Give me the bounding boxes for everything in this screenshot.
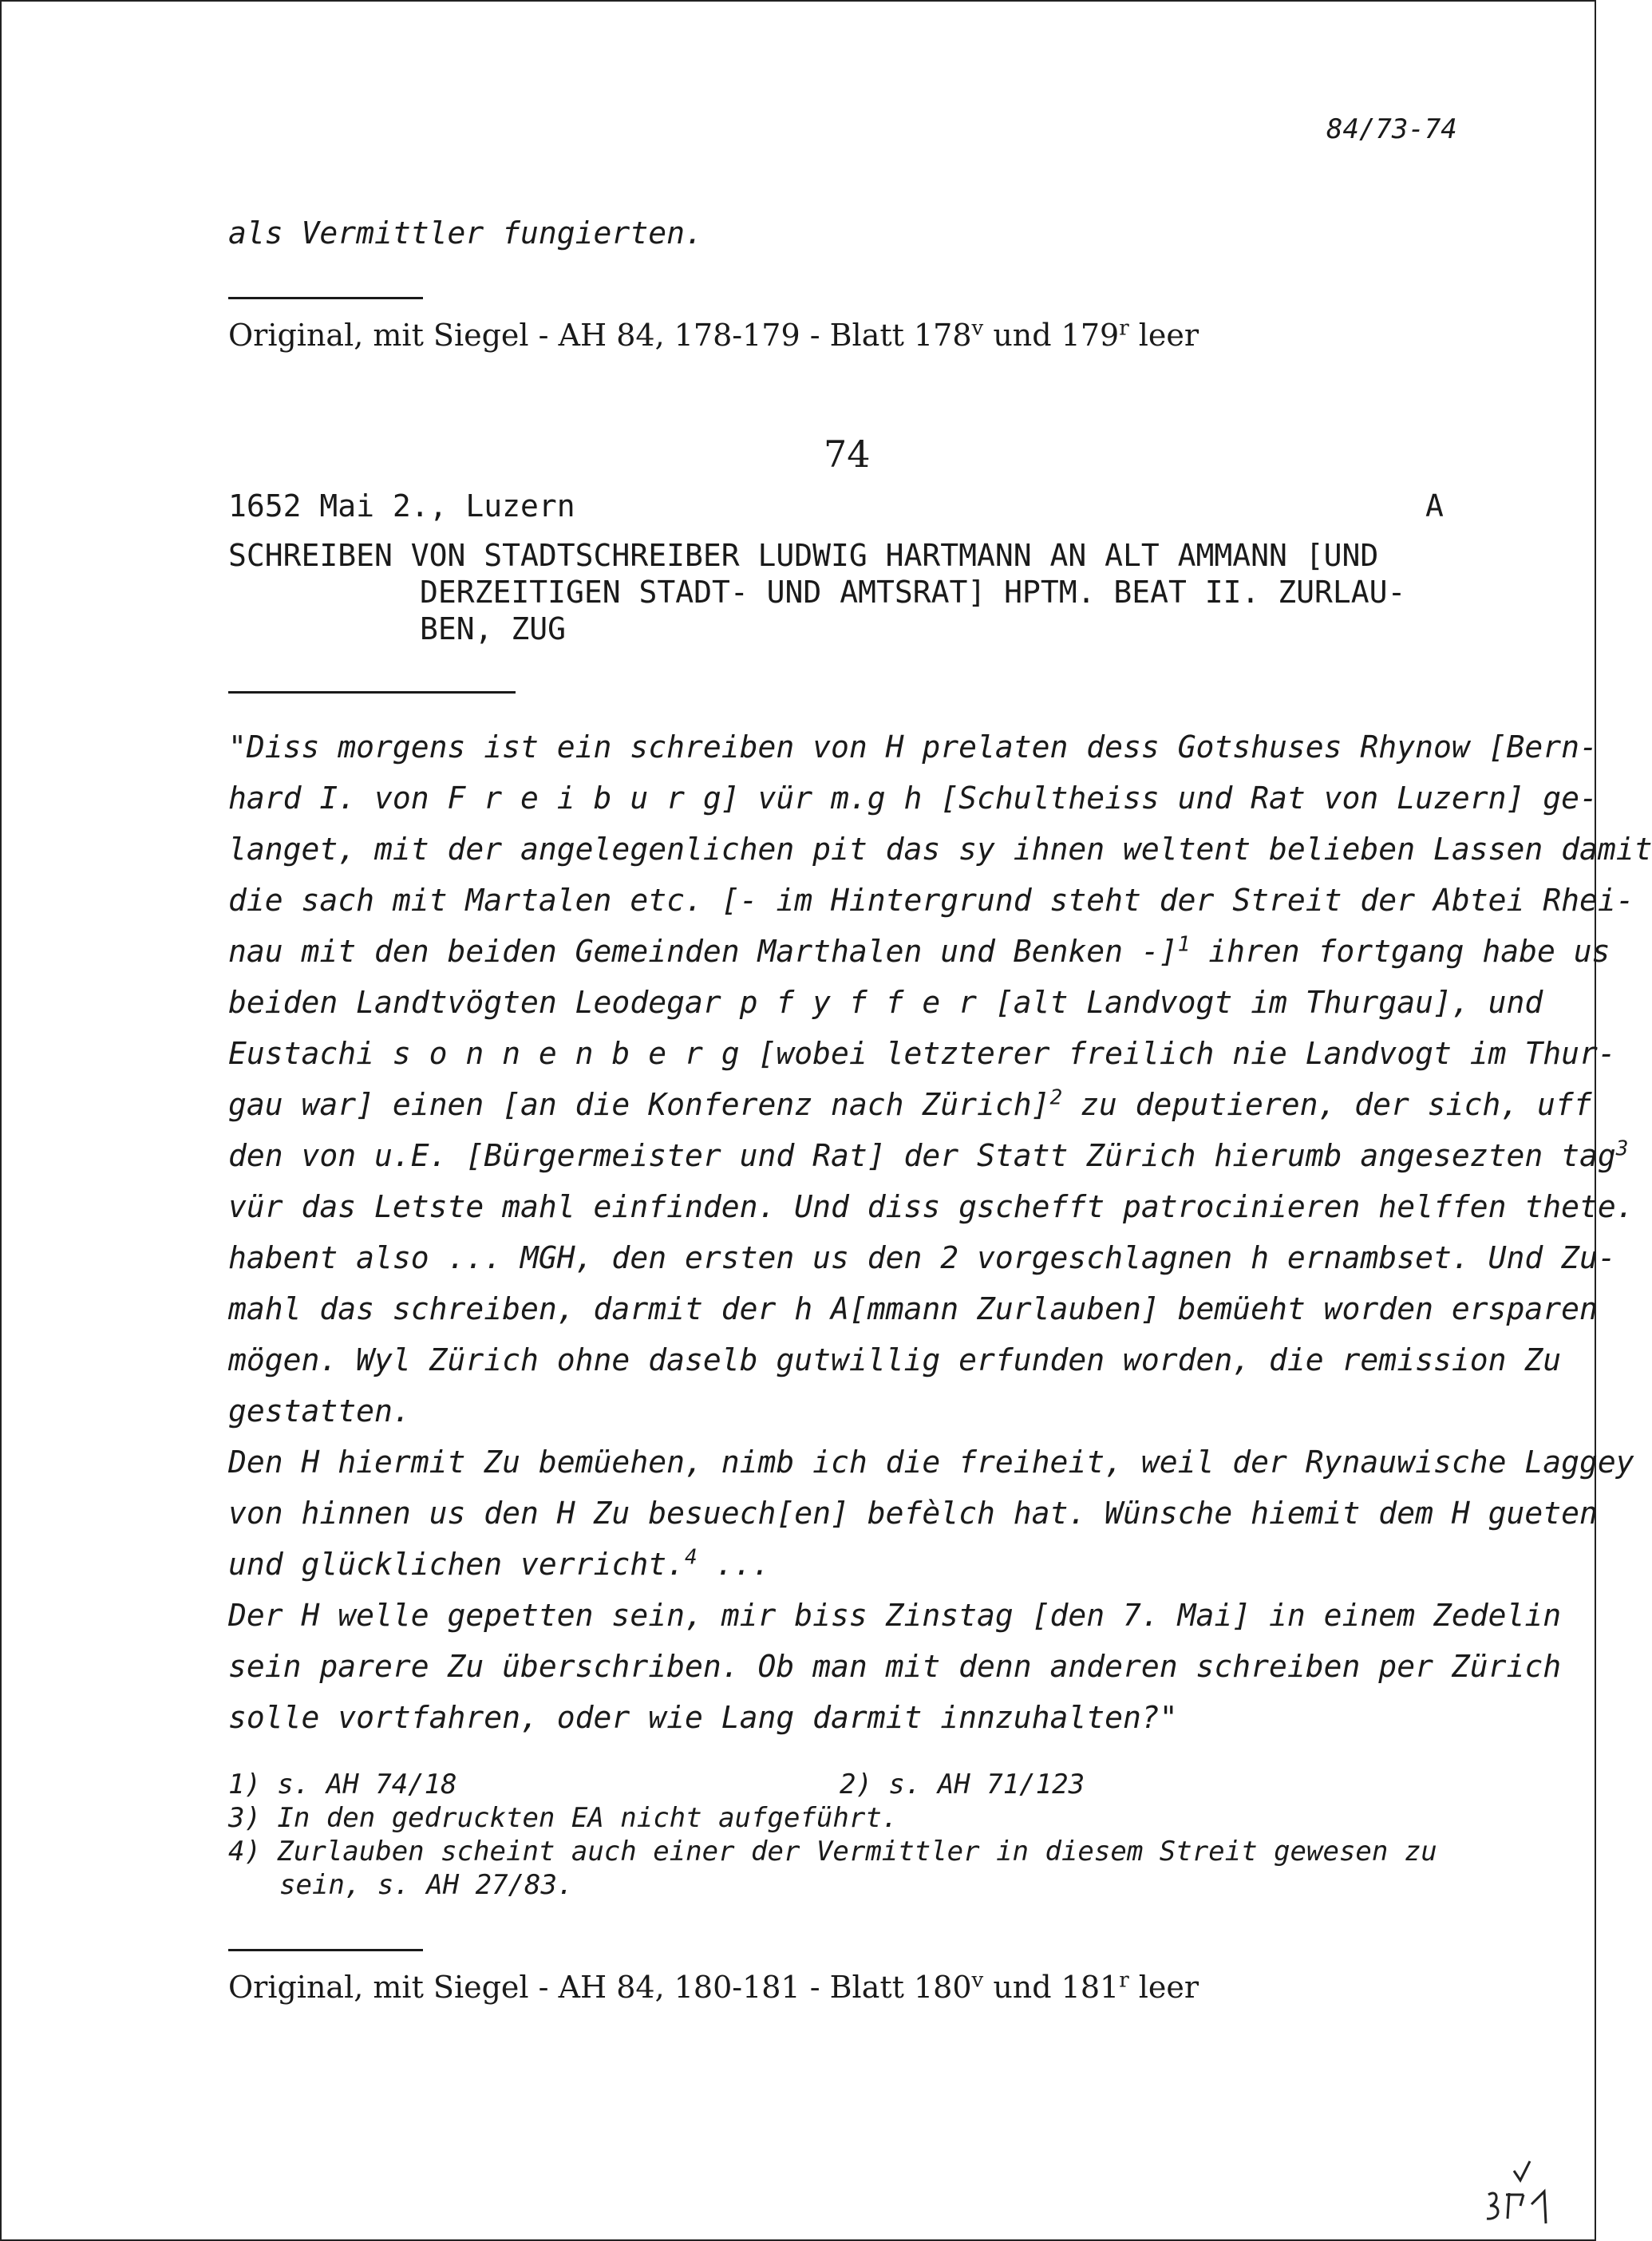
separator-rule-heading — [228, 691, 516, 694]
body-line: "Diss morgens ist ein schreiben von H prelaten dess Gotshuses Rhynow [Bern- — [228, 729, 1598, 765]
source-bottom-sup2: r — [1119, 1968, 1129, 1993]
source-note-top — [228, 318, 1199, 353]
body-line — [228, 1087, 1592, 1122]
heading-line-2: DERZEITIGEN STADT- UND AMTSRAT] HPTM. BEAT II. ZURLAU- — [420, 575, 1406, 610]
body-line: vür das Letste mahl einfinden. Und diss gschefft patrocinieren helffen thete. — [228, 1189, 1634, 1224]
body-line: die sach mit Martalen etc. [- im Hintergrund steht der Streit der Abtei Rhei- — [228, 883, 1634, 918]
source-bottom-middle: und 181 — [983, 1970, 1120, 2005]
body-text: nau mit den beiden Gemeinden Marthalen und Benken -] — [228, 934, 1178, 969]
body-line: Der H welle gepetten sein, mir biss Zinstag [den 7. Mai] in einem Zedelin — [228, 1598, 1562, 1633]
body-line — [228, 1138, 1628, 1173]
body-line: von hinnen us den H Zu besuech[en] befèlch hat. Wünsche hiemit dem H gueten — [228, 1496, 1598, 1531]
date-place: 1652 Mai 2., Luzern — [228, 488, 575, 524]
page-reference: 84/73-74 — [1326, 113, 1457, 145]
body-line: gestatten. — [228, 1393, 411, 1429]
footnote-4-continued: sein, s. AH 27/83. — [279, 1869, 574, 1901]
body-text: ... — [697, 1547, 771, 1582]
body-line: Den H hiermit Zu bemüehen, nimb ich die freiheit, weil der Rynauwische Laggey — [228, 1445, 1634, 1480]
body-line: habent also ... MGH, den ersten us den 2 vorgeschlagnen h ernambset. Und Zu- — [228, 1240, 1616, 1275]
source-top-prefix: Original, mit Siegel - AH 84, 178-179 - Blatt 178 — [228, 318, 972, 353]
body-text: den von u.E. [Bürgermeister und Rat] der Statt Zürich hierumb angesezten tag — [228, 1138, 1616, 1173]
body-line: solle vortfahren, oder wie Lang darmit innzuhalten?" — [228, 1700, 1178, 1735]
footnote-3: 3) In den gedruckten EA nicht aufgeführt. — [228, 1802, 899, 1834]
footnote-ref-1: 1 — [1177, 932, 1191, 957]
source-top-middle: und 179 — [983, 318, 1120, 353]
body-line: langet, mit der angelegenlichen pit das sy ihnen weltent belieben Lassen damit — [228, 832, 1652, 867]
body-line: beiden Landtvögten Leodegar p f y f f e r [alt Landvogt im Thurgau], und — [228, 985, 1543, 1020]
footnote-4: 4) Zurlauben scheint auch einer der Vermittler in diesem Streit gewesen zu — [228, 1836, 1437, 1868]
body-line: hard I. von F r e i b u r g] vür m.g h [Schultheiss und Rat von Luzern] ge- — [228, 781, 1598, 816]
classification-letter: A — [1425, 488, 1444, 524]
handwritten-mark-icon — [1482, 2156, 1554, 2228]
heading-line-1: SCHREIBEN VON STADTSCHREIBER LUDWIG HARTMANN AN ALT AMMANN [UND — [228, 538, 1379, 573]
heading-line-3: BEN, ZUG — [420, 611, 567, 646]
body-line: Eustachi s o n n e n b e r g [wobei letzterer freilich nie Landvogt im Thur- — [228, 1036, 1616, 1071]
body-text: zu deputieren, der sich, uff — [1062, 1087, 1592, 1122]
separator-rule-bottom — [228, 1949, 423, 1951]
document-number: 74 — [824, 433, 871, 476]
body-text: ihren fortgang habe us — [1190, 934, 1611, 969]
handwritten-annotation — [1482, 2156, 1554, 2228]
source-top-suffix: leer — [1128, 318, 1199, 353]
body-line — [228, 934, 1611, 969]
body-line: mögen. Wyl Zürich ohne daselb gutwillig erfunden worden, die remission Zu — [228, 1342, 1562, 1377]
separator-rule-top — [228, 297, 423, 299]
body-line: mahl das schreiben, darmit der h A[mmann Zurlauben] bemüeht worden ersparen — [228, 1291, 1598, 1326]
footnote-2: 2) s. AH 71/123 — [840, 1769, 1085, 1800]
footnote-1: 1) s. AH 74/18 — [228, 1769, 457, 1800]
body-text: gau war] einen [an die Konferenz nach Zürich] — [228, 1087, 1050, 1122]
source-top-sup1: v — [971, 316, 984, 341]
footnote-ref-2: 2 — [1049, 1085, 1063, 1110]
source-top-sup2: r — [1119, 316, 1129, 341]
body-line: sein parere Zu überschriben. Ob man mit denn anderen schreiben per Zürich — [228, 1649, 1562, 1684]
footnote-ref-3: 3 — [1615, 1136, 1629, 1161]
source-bottom-prefix: Original, mit Siegel - AH 84, 180-181 - Blatt 180 — [228, 1970, 972, 2005]
body-text: und glücklichen verricht. — [228, 1547, 685, 1582]
continuation-text: als Vermittler fungierten. — [228, 215, 703, 251]
source-bottom-suffix: leer — [1128, 1970, 1199, 2005]
source-bottom-sup1: v — [971, 1968, 984, 1993]
body-line — [228, 1547, 770, 1582]
source-note-bottom — [228, 1970, 1199, 2005]
footnote-ref-4: 4 — [684, 1545, 698, 1570]
